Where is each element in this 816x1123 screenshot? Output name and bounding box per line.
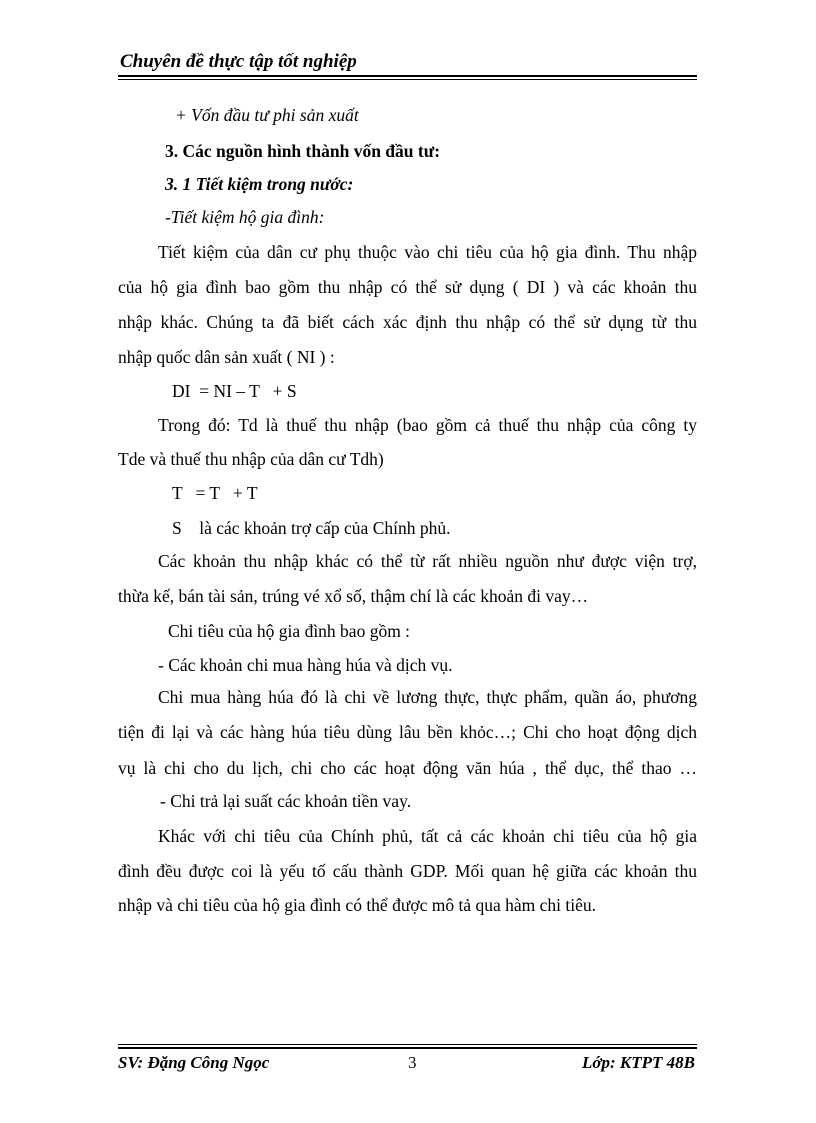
paragraph-line: Các khoản thu nhập khác có thể từ rất nhiều nguồn như được viện trợ,: [158, 551, 697, 571]
paragraph-line: nhập và chi tiêu của hộ gia đình có thể được mô tả qua hàm chi tiêu.: [118, 895, 596, 915]
list-item-non-production-capital: + Vốn đầu tư phi sản xuất: [175, 105, 359, 125]
paragraph-line: S là các khoản trợ cấp của Chính phủ.: [172, 518, 451, 538]
page-number: 3: [408, 1053, 417, 1072]
section-heading: 3. Các nguồn hình thành vốn đầu tư:: [165, 141, 441, 161]
paragraph-line: nhập quốc dân sản xuất ( NI ) :: [118, 347, 335, 367]
paragraph-line: Trong đó: Td là thuế thu nhập (bao gồm cả thuế thu nhập của công ty: [158, 415, 697, 435]
paragraph-line: Chi mua hàng húa đó là chi về lương thực, thực phẩm, quần áo, phương: [158, 687, 697, 707]
footer-rule-thin: [118, 1044, 697, 1045]
subsection-heading: 3. 1 Tiết kiệm trong nước:: [165, 174, 354, 194]
paragraph-line: nhập khác. Chúng ta đã biết cách xác định thu nhập có thể sử dụng từ thu: [118, 312, 697, 332]
paragraph-line: vụ là chi cho du lịch, chi cho các hoạt động văn húa , thể dục, thể thao …: [118, 758, 697, 778]
formula-di: DI = NI – T + S: [172, 381, 297, 401]
paragraph-line: thừa kế, bán tài sản, trúng vé xổ số, thậm chí là các khoản đi vay…: [118, 586, 589, 606]
formula-t: T = T + T: [172, 483, 258, 503]
paragraph-line: của hộ gia đình bao gồm thu nhập có thể sử dụng ( DI ) và các khoản thu: [118, 277, 697, 297]
paragraph-line: Chi tiêu của hộ gia đình bao gồm :: [168, 621, 411, 641]
subheading-household-savings: -Tiết kiệm hộ gia đình:: [165, 207, 325, 227]
paragraph-line: đình đều được coi là yếu tố cấu thành GDP. Mối quan hệ giữa các khoản thu: [118, 861, 697, 881]
list-item: - Chi trả lại suất các khoản tiền vay.: [160, 791, 412, 811]
paragraph-line: tiện đi lại và các hàng húa tiêu dùng lâu bền khỏc…; Chi cho hoạt động dịch: [118, 722, 697, 742]
paragraph-line: Tde và thuế thu nhập của dân cư Tdh): [118, 449, 384, 469]
header-rule: [118, 75, 697, 77]
paragraph-line: Khác với chi tiêu của Chính phủ, tất cả các khoản chi tiêu của hộ gia: [158, 826, 697, 846]
footer-class: Lớp: KTPT 48B: [582, 1053, 695, 1072]
header-rule-thin: [118, 79, 697, 80]
paragraph-line: Tiết kiệm của dân cư phụ thuộc vào chi tiêu của hộ gia đình. Thu nhập: [158, 242, 697, 262]
header-title: Chuyên đề thực tập tốt nghiệp: [120, 51, 357, 72]
footer-rule: [118, 1047, 697, 1049]
footer-student-name: SV: Đặng Công Ngọc: [118, 1053, 270, 1072]
list-item: - Các khoản chi mua hàng húa và dịch vụ.: [158, 655, 453, 675]
